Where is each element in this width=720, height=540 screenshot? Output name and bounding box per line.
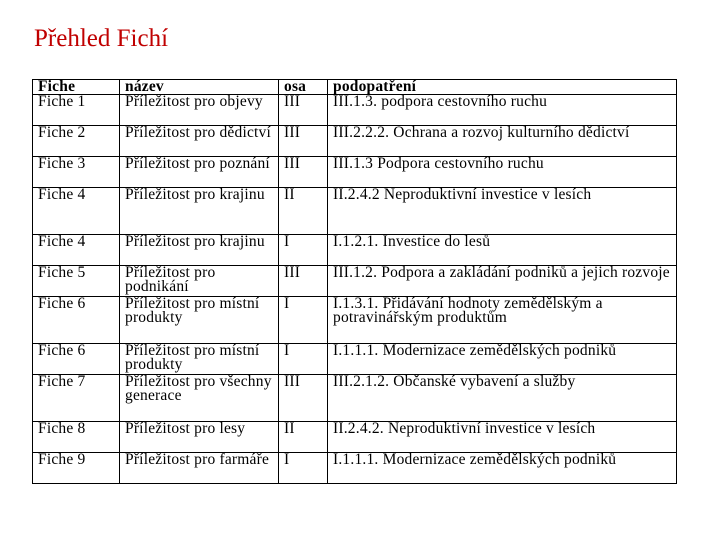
header-nazev: název: [120, 80, 279, 95]
cell-nazev: Příležitost pro místní produkty: [120, 344, 279, 375]
cell-osa: I: [279, 453, 328, 484]
table-row: [33, 157, 677, 188]
cell-osa: III: [279, 157, 328, 188]
cell-osa: III: [279, 126, 328, 157]
table-row: [33, 95, 677, 126]
cell-nazev: Příležitost pro krajinu: [120, 235, 279, 266]
cell-fiche: Fiche 7: [33, 375, 120, 422]
table-row: [33, 453, 677, 484]
cell-osa: III: [279, 95, 328, 126]
cell-osa: II: [279, 422, 328, 453]
table-row: [33, 266, 677, 297]
cell-podopatreni: III.2.2.2. Ochrana a rozvoj kulturního dědictví: [328, 126, 677, 157]
header-osa: osa: [279, 80, 328, 95]
cell-osa: III: [279, 375, 328, 422]
cell-podopatreni: I.1.1.1. Modernizace zemědělských podniků: [328, 344, 677, 375]
cell-osa: II: [279, 188, 328, 235]
cell-nazev: Příležitost pro objevy: [120, 95, 279, 126]
cell-nazev: Příležitost pro farmáře: [120, 453, 279, 484]
table-row: [33, 126, 677, 157]
fiche-table: [32, 79, 677, 484]
cell-nazev: Příležitost pro dědictví: [120, 126, 279, 157]
cell-osa: I: [279, 235, 328, 266]
cell-fiche: Fiche 6: [33, 297, 120, 344]
table-row: [33, 422, 677, 453]
cell-fiche: Fiche 2: [33, 126, 120, 157]
header-podopatreni: podopatření: [328, 80, 677, 95]
cell-nazev: Příležitost pro podnikání: [120, 266, 279, 297]
cell-fiche: Fiche 1: [33, 95, 120, 126]
cell-fiche: Fiche 4: [33, 188, 120, 235]
cell-fiche: Fiche 8: [33, 422, 120, 453]
cell-fiche: Fiche 9: [33, 453, 120, 484]
table-row: [33, 235, 677, 266]
cell-nazev: Příležitost pro poznání: [120, 157, 279, 188]
cell-podopatreni: III.1.3 Podpora cestovního ruchu: [328, 157, 677, 188]
cell-podopatreni: I.1.2.1. Investice do lesů: [328, 235, 677, 266]
cell-fiche: Fiche 5: [33, 266, 120, 297]
cell-nazev: Příležitost pro místní produkty: [120, 297, 279, 344]
cell-osa: I: [279, 344, 328, 375]
cell-osa: I: [279, 297, 328, 344]
cell-nazev: Příležitost pro všechny generace: [120, 375, 279, 422]
cell-podopatreni: III.1.3. podpora cestovního ruchu: [328, 95, 677, 126]
table-row: [33, 375, 677, 422]
cell-podopatreni: I.1.1.1. Modernizace zemědělských podniků: [328, 453, 677, 484]
cell-osa: III: [279, 266, 328, 297]
cell-nazev: Příležitost pro lesy: [120, 422, 279, 453]
cell-podopatreni: II.2.4.2. Neproduktivní investice v lesích: [328, 422, 677, 453]
cell-fiche: Fiche 3: [33, 157, 120, 188]
cell-podopatreni: I.1.3.1. Přidávání hodnoty zemědělským a potravinářským produktům: [328, 297, 677, 344]
cell-nazev: Příležitost pro krajinu: [120, 188, 279, 235]
cell-fiche: Fiche 4: [33, 235, 120, 266]
table-row: [33, 344, 677, 375]
cell-podopatreni: III.2.1.2. Občanské vybavení a služby: [328, 375, 677, 422]
slide-title: Přehled Fichí: [34, 25, 169, 52]
header-fiche: Fiche: [33, 80, 120, 95]
cell-podopatreni: III.1.2. Podpora a zakládání podniků a jejich rozvoje: [328, 266, 677, 297]
cell-podopatreni: II.2.4.2 Neproduktivní investice v lesích: [328, 188, 677, 235]
table-row: [33, 297, 677, 344]
table-row: [33, 188, 677, 235]
cell-fiche: Fiche 6: [33, 344, 120, 375]
